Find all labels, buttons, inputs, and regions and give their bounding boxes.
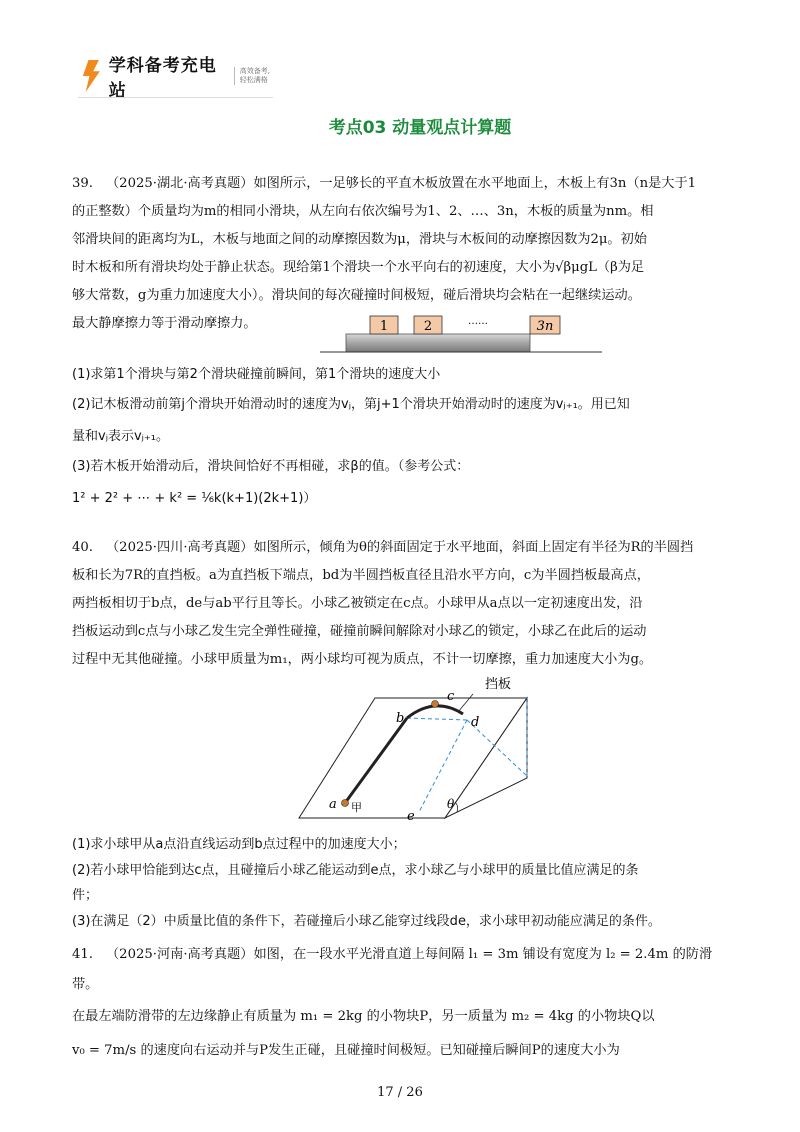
q41-line-3: v₀ = 7m/s 的速度向右运动并与P发生正碰，且碰撞时间极短。已知碰撞后瞬间P的速度大小为 <box>72 1043 620 1058</box>
q39-line-6: 最大静摩擦力等于滑动摩擦力。 <box>72 316 257 331</box>
q40-label-board: 挡板 <box>485 677 512 692</box>
q39-block-1-label: 1 <box>379 319 389 334</box>
q41-line-1: 41. （2025·河南·高考真题）如图，在一段水平光滑直道上每间隔 l₁ = 3m 铺设有宽度为 l₂ = 2.4m 的防滑带。 <box>72 947 713 992</box>
q40-figure <box>295 668 555 828</box>
q40-line-2: 板和长为7R的直挡板。a为直挡板下端点，bd为半圆挡板直径且沿水平方向，c为半圆挡板最高点， <box>72 568 650 583</box>
q40-ball-jia <box>342 800 349 807</box>
page-title: 考点03 动量观点计算题 <box>328 118 512 138</box>
lightning-bolt-icon <box>80 59 101 93</box>
q39-line-3: 邻滑块间的距离均为L，木板与地面之间的动摩擦因数为μ，滑块与木板间的动摩擦因数为2μ。初始 <box>72 232 647 247</box>
q40-sub-2a: (2)若小球甲恰能到达c点，且碰撞后小球乙能运动到e点，求小球乙与小球甲的质量比值应满足的条 <box>72 863 639 878</box>
q39-dots: …… <box>468 316 488 327</box>
q40-line-5: 过程中无其他碰撞。小球甲质量为m₁，两小球均可视为质点，不计一切摩擦，重力加速度大小为g。 <box>72 652 653 667</box>
brand-name: 学科备考充电站 <box>108 56 217 101</box>
q39-sub-2a: (2)记木板滑动前第j个滑块开始滑动时的速度为vⱼ，第j+1个滑块开始滑动时的速度为vⱼ₊₁。用已知 <box>72 397 630 412</box>
q39-block-2-label: 2 <box>423 319 433 334</box>
q40-sub-2b: 件； <box>72 888 99 903</box>
q40-sub-1: (1)求小球甲从a点沿直线运动到b点过程中的加速度大小； <box>72 837 406 852</box>
q39-sub-3a: (3)若木板开始滑动后，滑块间恰好不再相碰，求β的值。（参考公式： <box>72 459 470 474</box>
q40-label-c: c <box>447 689 455 704</box>
q40-line-1: 40. （2025·四川·高考真题）如图所示，倾角为θ的斜面固定于水平地面，斜面上固定有半径为R的半圆挡 <box>72 540 694 555</box>
q40-label-a: a <box>329 797 337 812</box>
q39-sub-1: (1)求第1个滑块与第2个滑块碰撞前瞬间，第1个滑块的速度大小 <box>72 367 441 382</box>
q39-sub-2b: 量和vⱼ表示vⱼ₊₁。 <box>72 429 170 444</box>
q40-sub-3: (3)在满足（2）中质量比值的条件下，若碰撞后小球乙能穿过线段de，求小球甲初动能应满足的条件。 <box>72 914 661 929</box>
q39-block-3n-label: 3n <box>536 319 554 334</box>
q39-line-4: 时木板和所有滑块均处于静止状态。现给第1个滑块一个水平向右的初速度，大小为√βμgL（β为足 <box>72 260 645 275</box>
q40-label-jia: 甲 <box>351 801 362 814</box>
q39-figure <box>310 310 610 356</box>
header-divider <box>78 97 273 98</box>
q40-label-e: e <box>407 809 415 824</box>
q40-line-3: 两挡板相切于b点，de与ab平行且等长。小球乙被锁定在c点。小球甲从a点以一定初速度出发，沿 <box>72 596 643 611</box>
header-logo <box>80 56 270 101</box>
q39-board <box>346 334 530 352</box>
q40-label-theta: θ <box>447 797 455 811</box>
q39-sub-3b: 1² + 2² + ⋯ + k² = ⅙k(k+1)(2k+1)） <box>72 491 317 506</box>
question-40 <box>72 534 732 674</box>
q40-label-b: b <box>396 711 405 726</box>
q40-ball-yi <box>432 701 439 708</box>
question-41 <box>72 940 732 1068</box>
q39-line-2: 的正整数）个质量均为m的相同小滑块，从左向右依次编号为1、2、…、3n，木板的质量为nm。相 <box>72 204 654 219</box>
q40-line-4: 挡板运动到c点与小球乙发生完全弹性碰撞，碰撞前瞬间解除对小球乙的锁定，小球乙在此后的运动 <box>72 624 647 639</box>
q39-subquestions <box>72 362 732 516</box>
brand-slogan: 高效备考, 轻松满格 <box>234 67 270 85</box>
q39-line-5: 够大常数，g为重力加速度大小）。滑块间的每次碰撞时间极短，碰后滑块均会粘在一起继续运动。 <box>72 288 641 303</box>
q39-line-1: 39. （2025·湖北·高考真题）如图所示，一足够长的平直木板放置在水平地面上，木板上有3n（n是大于1 <box>72 176 697 191</box>
q40-label-d: d <box>471 715 480 730</box>
q41-line-2: 在最左端防滑带的左边缘静止有质量为 m₁ = 2kg 的小物块P，另一质量为 m₂ = 4kg 的小物块Q以 <box>72 1009 655 1024</box>
page-number: 17 / 26 <box>377 1085 423 1100</box>
q40-subquestions <box>72 831 732 935</box>
